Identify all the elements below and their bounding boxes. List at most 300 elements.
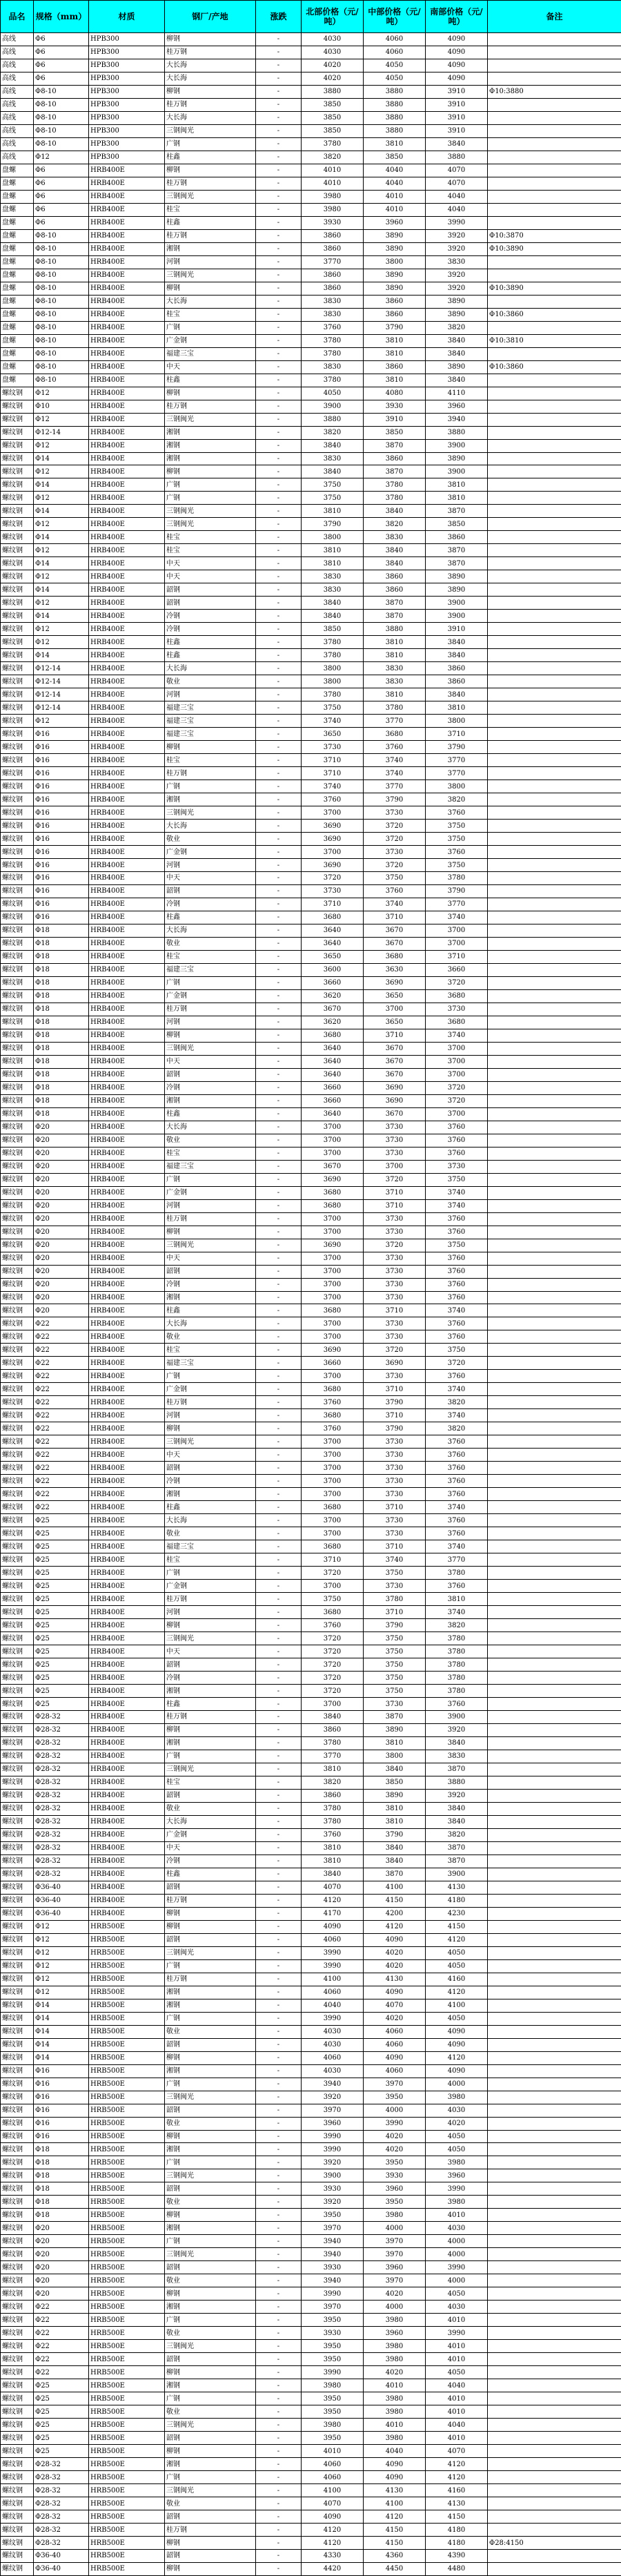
table-row — [1, 1619, 621, 1632]
cell-central-price: 3760 — [364, 741, 426, 754]
cell-spec: Φ8-10 — [34, 229, 89, 242]
table-row — [1, 1370, 621, 1383]
cell-product: 螺纹钢 — [1, 2510, 34, 2524]
cell-north-price: 3840 — [302, 465, 364, 478]
cell-south-price: 3890 — [426, 360, 488, 374]
cell-product: 螺纹钢 — [1, 2064, 34, 2078]
cell-spec: Φ8-10 — [34, 98, 89, 111]
cell-change: - — [256, 413, 302, 426]
cell-mill: 柱鑫 — [165, 636, 256, 649]
cell-spec: Φ16 — [34, 2130, 89, 2143]
table-row — [1, 1540, 621, 1553]
cell-change: - — [256, 492, 302, 505]
table-row — [1, 1422, 621, 1435]
cell-north-price: 3700 — [302, 1370, 364, 1383]
cell-remark — [488, 1029, 621, 1042]
cell-mill: 河钢 — [165, 1606, 256, 1619]
table-row — [1, 505, 621, 518]
table-row — [1, 1029, 621, 1042]
cell-central-price: 3780 — [364, 1593, 426, 1606]
table-row — [1, 1698, 621, 1711]
cell-spec: Φ25 — [34, 1553, 89, 1567]
cell-spec: Φ8-10 — [34, 282, 89, 295]
cell-central-price: 3730 — [364, 846, 426, 859]
cell-central-price: 3740 — [364, 754, 426, 767]
cell-south-price: 4070 — [426, 2445, 488, 2458]
cell-material: HRB400E — [89, 1094, 165, 1107]
cell-product: 螺纹钢 — [1, 1357, 34, 1370]
cell-spec: Φ36-40 — [34, 2550, 89, 2563]
cell-change: - — [256, 2405, 302, 2419]
cell-mill: 湘钢 — [165, 1999, 256, 2012]
cell-material: HRB400E — [89, 741, 165, 754]
cell-south-price: 3780 — [426, 1632, 488, 1645]
cell-change: - — [256, 1317, 302, 1330]
cell-north-price: 3840 — [302, 1711, 364, 1724]
cell-south-price: 3790 — [426, 884, 488, 898]
cell-material: HRB400E — [89, 439, 165, 452]
cell-remark — [488, 1107, 621, 1121]
cell-north-price: 3720 — [302, 1672, 364, 1685]
cell-central-price: 4020 — [364, 2366, 426, 2379]
cell-south-price: 3760 — [426, 1252, 488, 1265]
cell-mill: 广金钢 — [165, 1580, 256, 1593]
cell-spec: Φ22 — [34, 1462, 89, 1475]
table-row — [1, 203, 621, 216]
cell-change: - — [256, 1396, 302, 1409]
cell-change: - — [256, 1160, 302, 1173]
cell-mill: 三钢闽光 — [165, 1042, 256, 1055]
cell-north-price: 3710 — [302, 754, 364, 767]
cell-change: - — [256, 1698, 302, 1711]
cell-south-price: 3760 — [426, 1580, 488, 1593]
cell-remark — [488, 2314, 621, 2327]
cell-central-price: 3840 — [364, 1841, 426, 1854]
cell-spec: Φ16 — [34, 780, 89, 793]
cell-mill: 柳钢 — [165, 2537, 256, 2550]
cell-remark — [488, 1514, 621, 1527]
cell-north-price: 3970 — [302, 2104, 364, 2117]
cell-south-price: 4070 — [426, 177, 488, 190]
cell-material: HRB400E — [89, 1226, 165, 1239]
table-row — [1, 2510, 621, 2524]
cell-spec: Φ14 — [34, 2025, 89, 2038]
table-row — [1, 1632, 621, 1645]
cell-south-price: 3700 — [426, 937, 488, 950]
cell-remark — [488, 715, 621, 728]
cell-mill: 桂万钢 — [165, 1396, 256, 1409]
cell-product: 螺纹钢 — [1, 1514, 34, 1527]
cell-material: HRB500E — [89, 2392, 165, 2405]
cell-south-price: 3680 — [426, 989, 488, 1003]
cell-change: - — [256, 2078, 302, 2091]
cell-south-price: 3730 — [426, 1003, 488, 1016]
cell-spec: Φ28-32 — [34, 2537, 89, 2550]
cell-change: - — [256, 2497, 302, 2510]
cell-central-price: 3720 — [364, 820, 426, 833]
cell-north-price: 3780 — [302, 649, 364, 662]
cell-south-price: 3870 — [426, 1854, 488, 1868]
cell-change: - — [256, 2143, 302, 2156]
table-row — [1, 1042, 621, 1055]
cell-change: - — [256, 2432, 302, 2445]
cell-central-price: 3810 — [364, 334, 426, 347]
cell-mill: 柳钢 — [165, 387, 256, 400]
table-row — [1, 2051, 621, 2064]
cell-central-price: 4010 — [364, 203, 426, 216]
table-row — [1, 1828, 621, 1841]
cell-north-price: 4060 — [302, 1933, 364, 1946]
cell-remark — [488, 505, 621, 518]
cell-change: - — [256, 1973, 302, 1986]
cell-mill: 敬业 — [165, 1802, 256, 1815]
cell-product: 高线 — [1, 124, 34, 137]
cell-south-price: 4000 — [426, 2274, 488, 2287]
cell-product: 盘螺 — [1, 347, 34, 360]
cell-product: 螺纹钢 — [1, 1160, 34, 1173]
cell-change: - — [256, 950, 302, 963]
cell-spec: Φ28-32 — [34, 1802, 89, 1815]
table-row — [1, 937, 621, 950]
cell-north-price: 3720 — [302, 1658, 364, 1672]
cell-remark — [488, 177, 621, 190]
cell-south-price: 3810 — [426, 1593, 488, 1606]
table-row — [1, 1147, 621, 1160]
cell-spec: Φ18 — [34, 1042, 89, 1055]
table-row — [1, 518, 621, 531]
cell-product: 螺纹钢 — [1, 1134, 34, 1147]
cell-material: HRB400E — [89, 177, 165, 190]
cell-central-price: 3840 — [364, 1763, 426, 1776]
cell-remark — [488, 780, 621, 793]
cell-remark — [488, 2379, 621, 2392]
cell-change: - — [256, 2366, 302, 2379]
cell-material: HRB400E — [89, 1763, 165, 1776]
cell-remark — [488, 151, 621, 164]
cell-north-price: 3810 — [302, 505, 364, 518]
cell-central-price: 3730 — [364, 1291, 426, 1304]
cell-mill: 大长海 — [165, 1815, 256, 1828]
cell-north-price: 3680 — [302, 1304, 364, 1317]
cell-mill: 大长海 — [165, 59, 256, 72]
cell-central-price: 3870 — [364, 439, 426, 452]
cell-change: - — [256, 46, 302, 59]
cell-product: 螺纹钢 — [1, 2405, 34, 2419]
cell-south-price: 4030 — [426, 2301, 488, 2314]
cell-south-price: 4010 — [426, 2314, 488, 2327]
cell-product: 螺纹钢 — [1, 2524, 34, 2537]
cell-south-price: 3760 — [426, 1514, 488, 1527]
cell-central-price: 4020 — [364, 2012, 426, 2025]
cell-product: 螺纹钢 — [1, 976, 34, 989]
cell-north-price: 4030 — [302, 2038, 364, 2051]
cell-central-price: 4000 — [364, 2104, 426, 2117]
cell-mill: 湘钢 — [165, 2222, 256, 2235]
header-material: 材质 — [89, 1, 165, 33]
cell-material: HRB400E — [89, 1750, 165, 1763]
cell-mill: 湘钢 — [165, 1094, 256, 1107]
cell-material: HRB500E — [89, 1973, 165, 1986]
cell-spec: Φ25 — [34, 1567, 89, 1580]
table-row — [1, 492, 621, 505]
cell-product: 螺纹钢 — [1, 741, 34, 754]
cell-spec: Φ22 — [34, 2353, 89, 2366]
cell-mill: 广钢 — [165, 2235, 256, 2248]
cell-mill: 韶钢 — [165, 2182, 256, 2196]
table-row — [1, 1933, 621, 1946]
cell-change: - — [256, 2091, 302, 2104]
cell-south-price: 4090 — [426, 59, 488, 72]
cell-product: 高线 — [1, 111, 34, 124]
cell-south-price: 3840 — [426, 1815, 488, 1828]
cell-spec: Φ18 — [34, 2143, 89, 2156]
cell-remark — [488, 1068, 621, 1081]
cell-remark — [488, 492, 621, 505]
cell-spec: Φ25 — [34, 1672, 89, 1685]
table-row — [1, 1239, 621, 1252]
table-row — [1, 806, 621, 820]
cell-central-price: 3910 — [364, 413, 426, 426]
cell-north-price: 3640 — [302, 1055, 364, 1068]
cell-mill: 三钢闽光 — [165, 1946, 256, 1959]
cell-change: - — [256, 1946, 302, 1959]
cell-mill: 大长海 — [165, 111, 256, 124]
cell-south-price: 3760 — [426, 1278, 488, 1291]
cell-mill: 广钢 — [165, 478, 256, 492]
cell-mill: 三钢闽光 — [165, 2340, 256, 2353]
cell-central-price: 3860 — [364, 360, 426, 374]
cell-product: 螺纹钢 — [1, 2353, 34, 2366]
cell-material: HRB400E — [89, 1173, 165, 1186]
cell-product: 螺纹钢 — [1, 649, 34, 662]
cell-material: HRB400E — [89, 1107, 165, 1121]
cell-spec: Φ28-32 — [34, 1841, 89, 1854]
cell-remark — [488, 1973, 621, 1986]
cell-central-price: 3960 — [364, 2261, 426, 2274]
cell-change: - — [256, 1107, 302, 1121]
cell-spec: Φ28-32 — [34, 1789, 89, 1802]
cell-mill: 中天 — [165, 570, 256, 583]
cell-south-price: 4040 — [426, 2379, 488, 2392]
cell-mill: 韶钢 — [165, 884, 256, 898]
cell-product: 螺纹钢 — [1, 1894, 34, 1907]
cell-central-price: 3860 — [364, 452, 426, 465]
table-row — [1, 1789, 621, 1802]
cell-spec: Φ12 — [34, 1959, 89, 1973]
table-row — [1, 282, 621, 295]
cell-central-price: 3810 — [364, 688, 426, 701]
cell-north-price: 3990 — [302, 1946, 364, 1959]
table-row — [1, 1107, 621, 1121]
cell-material: HRB400E — [89, 1396, 165, 1409]
cell-product: 螺纹钢 — [1, 636, 34, 649]
cell-mill: 韶钢 — [165, 2432, 256, 2445]
cell-remark — [488, 413, 621, 426]
table-row — [1, 229, 621, 242]
cell-product: 螺纹钢 — [1, 2091, 34, 2104]
cell-change: - — [256, 1029, 302, 1042]
cell-remark — [488, 1920, 621, 1933]
table-row — [1, 1736, 621, 1750]
cell-remark — [488, 1802, 621, 1815]
cell-spec: Φ28-32 — [34, 2458, 89, 2471]
cell-north-price: 3700 — [302, 1514, 364, 1527]
cell-material: HRB400E — [89, 544, 165, 557]
cell-change: - — [256, 793, 302, 806]
cell-central-price: 3890 — [364, 1789, 426, 1802]
cell-product: 螺纹钢 — [1, 2340, 34, 2353]
cell-material: HRB400E — [89, 1723, 165, 1736]
cell-remark — [488, 2562, 621, 2575]
table-row — [1, 924, 621, 937]
header-central-price: 中部价格（元/吨） — [364, 1, 426, 33]
cell-north-price: 4420 — [302, 2562, 364, 2575]
cell-product: 螺纹钢 — [1, 1973, 34, 1986]
cell-spec: Φ16 — [34, 898, 89, 911]
cell-north-price: 4120 — [302, 1894, 364, 1907]
cell-mill: 敬业 — [165, 1527, 256, 1540]
cell-product: 盘螺 — [1, 334, 34, 347]
cell-south-price: 3820 — [426, 321, 488, 334]
table-row — [1, 439, 621, 452]
cell-remark — [488, 2143, 621, 2156]
table-row — [1, 2432, 621, 2445]
cell-material: HRB400E — [89, 360, 165, 374]
table-row — [1, 2353, 621, 2366]
table-row — [1, 334, 621, 347]
cell-material: HRB400E — [89, 1685, 165, 1698]
cell-north-price: 3690 — [302, 1239, 364, 1252]
cell-spec: Φ16 — [34, 884, 89, 898]
cell-remark — [488, 190, 621, 203]
cell-material: HRB400E — [89, 1042, 165, 1055]
cell-spec: Φ16 — [34, 2117, 89, 2130]
table-row — [1, 426, 621, 439]
cell-mill: 柳钢 — [165, 1920, 256, 1933]
cell-central-price: 3720 — [364, 1173, 426, 1186]
cell-central-price: 3740 — [364, 1553, 426, 1567]
cell-mill: 韶钢 — [165, 2353, 256, 2366]
cell-mill: 湘钢 — [165, 452, 256, 465]
cell-remark — [488, 374, 621, 387]
cell-central-price: 3980 — [364, 2432, 426, 2445]
cell-change: - — [256, 1789, 302, 1802]
cell-change: - — [256, 1344, 302, 1357]
cell-spec: Φ25 — [34, 2405, 89, 2419]
cell-product: 盘螺 — [1, 255, 34, 269]
cell-change: - — [256, 269, 302, 282]
cell-change: - — [256, 2182, 302, 2196]
cell-mill: 冷钢 — [165, 1278, 256, 1291]
cell-central-price: 3670 — [364, 1055, 426, 1068]
cell-central-price: 4200 — [364, 1907, 426, 1920]
cell-central-price: 3710 — [364, 911, 426, 924]
cell-remark — [488, 2274, 621, 2287]
cell-south-price: 3730 — [426, 1160, 488, 1173]
cell-north-price: 3700 — [302, 1147, 364, 1160]
cell-mill: 桂宝 — [165, 531, 256, 544]
cell-product: 螺纹钢 — [1, 2012, 34, 2025]
cell-remark — [488, 1750, 621, 1763]
cell-north-price: 3990 — [302, 1959, 364, 1973]
cell-central-price: 3650 — [364, 989, 426, 1003]
cell-spec: Φ20 — [34, 1265, 89, 1278]
cell-product: 螺纹钢 — [1, 2235, 34, 2248]
cell-north-price: 3930 — [302, 216, 364, 229]
cell-mill: 桂万钢 — [165, 98, 256, 111]
cell-product: 螺纹钢 — [1, 492, 34, 505]
cell-mill: 三钢闽光 — [165, 1763, 256, 1776]
cell-product: 螺纹钢 — [1, 1907, 34, 1920]
cell-product: 螺纹钢 — [1, 2497, 34, 2510]
cell-central-price: 4450 — [364, 2562, 426, 2575]
cell-material: HRB400E — [89, 1357, 165, 1370]
cell-remark — [488, 2419, 621, 2432]
cell-material: HRB400E — [89, 413, 165, 426]
cell-material: HRB400E — [89, 1854, 165, 1868]
cell-spec: Φ20 — [34, 1121, 89, 1134]
cell-remark — [488, 387, 621, 400]
cell-material: HRB500E — [89, 2405, 165, 2419]
cell-product: 螺纹钢 — [1, 1344, 34, 1357]
cell-spec: Φ28-32 — [34, 1711, 89, 1724]
cell-product: 螺纹钢 — [1, 1946, 34, 1959]
cell-spec: Φ18 — [34, 1107, 89, 1121]
cell-south-price: 3890 — [426, 295, 488, 308]
cell-product: 螺纹钢 — [1, 1645, 34, 1658]
cell-central-price: 3730 — [364, 1330, 426, 1344]
cell-spec: Φ16 — [34, 767, 89, 780]
cell-spec: Φ8-10 — [34, 360, 89, 374]
cell-change: - — [256, 505, 302, 518]
cell-material: HRB400E — [89, 1632, 165, 1645]
cell-remark — [488, 701, 621, 715]
cell-north-price: 3660 — [302, 976, 364, 989]
cell-spec: Φ18 — [34, 937, 89, 950]
table-row — [1, 413, 621, 426]
cell-material: HRB400E — [89, 1488, 165, 1501]
cell-spec: Φ18 — [34, 1055, 89, 1068]
cell-central-price: 3800 — [364, 255, 426, 269]
cell-remark — [488, 597, 621, 610]
cell-product: 螺纹钢 — [1, 1593, 34, 1606]
cell-mill: 桂万钢 — [165, 1711, 256, 1724]
cell-north-price: 3700 — [302, 1317, 364, 1330]
cell-remark — [488, 2432, 621, 2445]
cell-change: - — [256, 780, 302, 793]
table-row — [1, 1226, 621, 1239]
cell-central-price: 3740 — [364, 898, 426, 911]
cell-north-price: 3770 — [302, 255, 364, 269]
cell-north-price: 4120 — [302, 2537, 364, 2550]
cell-mill: 广钢 — [165, 1173, 256, 1186]
cell-change: - — [256, 1212, 302, 1226]
cell-central-price: 3780 — [364, 492, 426, 505]
cell-south-price: 3770 — [426, 754, 488, 767]
cell-change: - — [256, 2025, 302, 2038]
cell-mill: 湘钢 — [165, 242, 256, 255]
cell-product: 盘螺 — [1, 374, 34, 387]
cell-mill: 柳钢 — [165, 1723, 256, 1736]
cell-change: - — [256, 452, 302, 465]
cell-south-price: 3830 — [426, 1750, 488, 1763]
cell-north-price: 3660 — [302, 1094, 364, 1107]
cell-product: 螺纹钢 — [1, 1685, 34, 1698]
cell-mill: 柱鑫 — [165, 216, 256, 229]
table-row — [1, 2537, 621, 2550]
cell-mill: 桂宝 — [165, 1553, 256, 1567]
cell-change: - — [256, 1134, 302, 1147]
